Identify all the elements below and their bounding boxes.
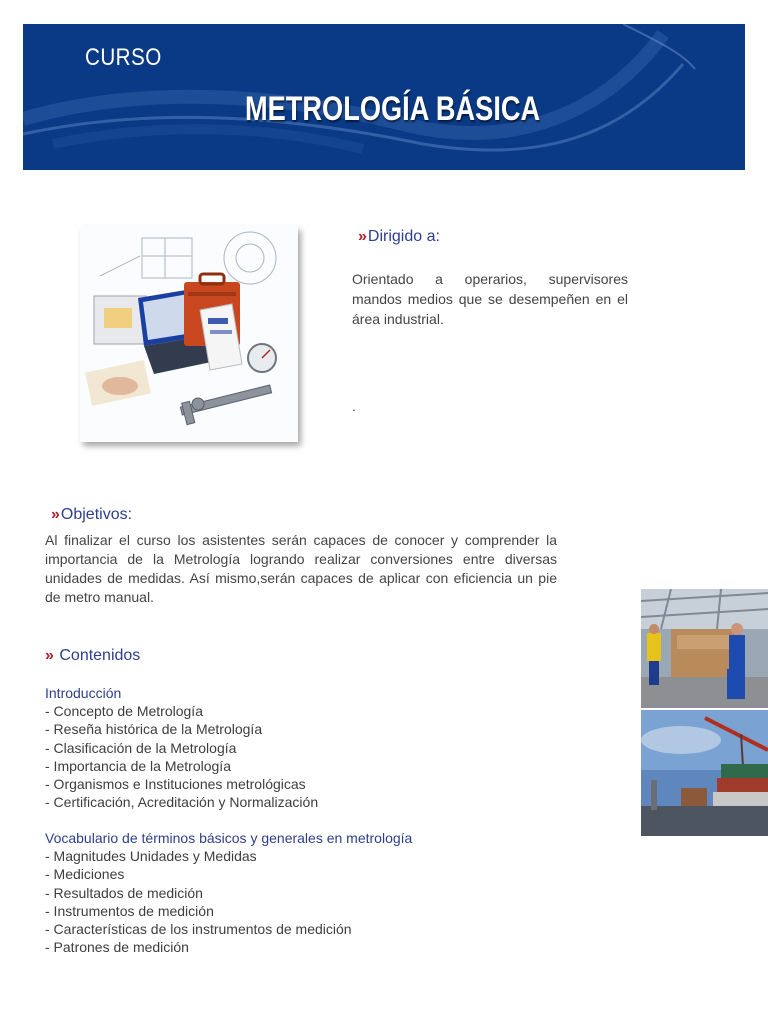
list-item: - Concepto de Metrología: [45, 703, 203, 720]
list-item: - Resultados de medición: [45, 884, 203, 901]
list-item: - Organismos e Instituciones metrológicas: [45, 776, 306, 793]
objetivos-heading-label: Objetivos:: [60, 506, 133, 523]
dirigido-dot: .: [352, 398, 356, 414]
vocab-title: Vocabulario de términos básicos y generales en metrología: [45, 830, 413, 846]
list-item: - Importancia de la Metrología: [45, 757, 231, 774]
contenidos-heading-label: Contenidos: [59, 647, 141, 664]
dirigido-heading-label: Dirigido a:: [367, 228, 440, 245]
objetivos-text: Al finalizar el curso los asistentes serán capaces de conocer y comprender la importancia de la Metrología logrando realizar conversiones entre diversas unidades de medidas. Así mismo,serán capaces de aplicar con eficiencia un pie de metro manual.: [45, 532, 557, 605]
list-item: - Mediciones: [45, 866, 125, 883]
list-item: - Certificación, Acreditación y Normalización: [45, 794, 319, 811]
course-title: METROLOGÍA BÁSICA: [245, 90, 541, 128]
contenidos-heading: [45, 647, 140, 665]
list-item: - Clasificación de la Metrología: [45, 739, 237, 756]
list-item: - Patrones de medición: [45, 939, 189, 956]
chevron-right-icon: »: [358, 228, 365, 245]
course-label: CURSO: [85, 44, 162, 71]
header-banner: [23, 24, 745, 170]
dirigido-text: Orientado a operarios, supervisores mandos medios que se desempeñen en el área industrial.: [352, 271, 628, 327]
list-item: - Características de los instrumentos de medición: [45, 921, 352, 938]
list-item: - Instrumentos de medición: [45, 902, 214, 919]
warehouse-workers-photo: [641, 589, 768, 708]
objetivos-heading: [51, 506, 132, 524]
chevron-right-icon: »: [51, 506, 58, 523]
chevron-right-icon: »: [45, 647, 52, 664]
port-containers-photo: [641, 710, 768, 836]
metrology-collage-image: [80, 226, 298, 442]
list-item: - Magnitudes Unidades y Medidas: [45, 848, 257, 865]
intro-list: [45, 684, 318, 811]
vocab-list: [45, 829, 412, 956]
list-item: - Reseña histórica de la Metrología: [45, 721, 263, 738]
dirigido-heading: [358, 228, 440, 246]
intro-title: Introducción: [45, 685, 122, 701]
